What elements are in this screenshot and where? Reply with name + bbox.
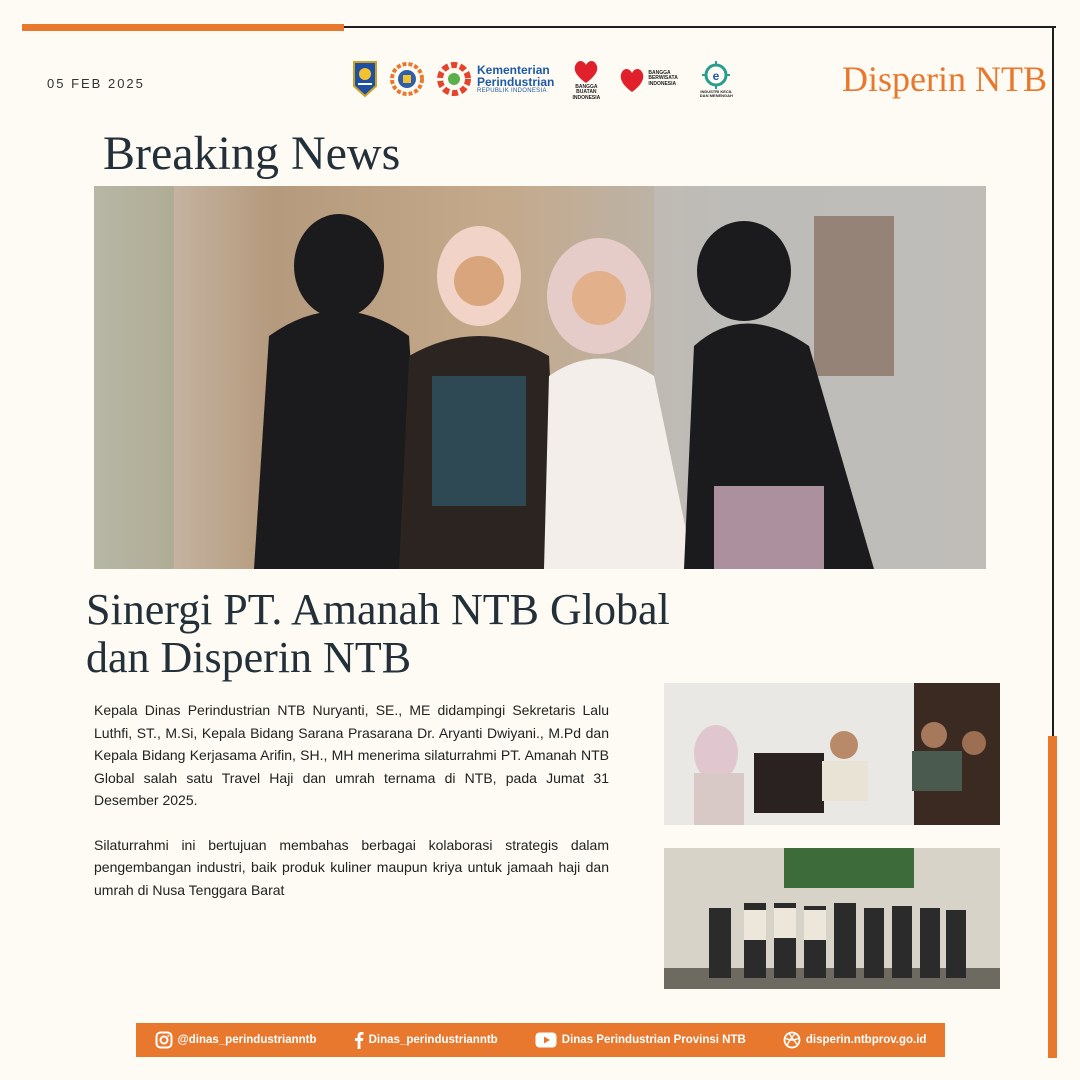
group-office-photo xyxy=(664,848,1000,989)
globe-icon xyxy=(783,1031,801,1049)
bangga-berwisata-indonesia-logo xyxy=(618,64,684,94)
office-group-photo-illustration xyxy=(664,848,1000,989)
body-paragraph-2: Silaturrahmi ini bertujuan membahas berbagai kolaborasi strategis dalam pengembangan industri, baik produk kuliner maupun kriya untuk jamaah haji dan umrah di Nusa Tenggara Barat xyxy=(94,836,609,898)
brand-name: Disperin NTB xyxy=(842,59,1047,99)
footer-instagram[interactable] xyxy=(155,1031,317,1049)
bangga-buatan-label: BANGGA BUATAN INDONESIA xyxy=(572,84,601,101)
instagram-handle: @dinas_perindustrianntb xyxy=(177,1034,317,1046)
meeting-photo-illustration xyxy=(664,683,1000,825)
top-frame-line xyxy=(344,26,1056,28)
footer-facebook[interactable] xyxy=(354,1031,498,1049)
bangga-buatan-indonesia-logo xyxy=(566,57,606,101)
right-frame-line xyxy=(1052,26,1054,736)
ikm-label: INDUSTRI KECIL DAN MENENGAH xyxy=(699,88,733,98)
main-group-photo xyxy=(94,186,986,569)
headline-line1: Sinergi PT. Amanah NTB Global xyxy=(86,585,670,634)
facebook-handle: Dinas_perindustrianntb xyxy=(368,1034,498,1046)
post-date: 05 FEB 2025 xyxy=(47,76,145,91)
kementerian-perindustrian-logo xyxy=(436,61,554,97)
instagram-icon xyxy=(155,1031,173,1049)
ikm-logo xyxy=(696,60,736,98)
article-body xyxy=(94,699,609,923)
right-orange-bar xyxy=(1048,736,1057,1058)
kemenperin-line3: REPUBLIK INDONESIA xyxy=(477,88,547,94)
group-photo-illustration xyxy=(94,186,986,569)
ntb-province-emblem-icon xyxy=(352,60,378,98)
footer-website[interactable] xyxy=(783,1031,927,1049)
heart-icon xyxy=(618,64,646,94)
ikm-circuit-icon xyxy=(701,60,731,90)
footer-youtube[interactable] xyxy=(535,1032,746,1048)
website-url: disperin.ntbprov.go.id xyxy=(805,1034,927,1046)
kemenperin-gear-icon xyxy=(436,61,472,97)
svg-text:e: e xyxy=(713,68,720,83)
youtube-channel: Dinas Perindustrian Provinsi NTB xyxy=(561,1034,746,1046)
headline-line2: dan Disperin NTB xyxy=(86,633,412,682)
youtube-icon xyxy=(535,1032,557,1048)
headline xyxy=(86,586,670,682)
partner-logos xyxy=(352,54,752,104)
kemenperin-line1: Kementerian xyxy=(477,63,550,77)
body-paragraph-1: Kepala Dinas Perindustrian NTB Nuryanti, SE., ME didampingi Sekretaris Lalu Luthfi, ST., M.Si, Kepala Bidang Sarana Prasarana Dr. Aryanti Dwiyani., M.Pd dan Kepala Bidang Kerjasama Arifin, SH., MH menerima silaturrahmi PT. Amanah NTB Global salah satu Travel Haji dan umrah ternama di NTB, pada Jumat 31 Desember 2025. xyxy=(94,702,609,808)
footer-social-bar xyxy=(136,1023,945,1057)
kemenperin-line2: Perindustrian xyxy=(477,75,555,89)
section-label: Breaking News xyxy=(103,127,401,180)
heart-icon xyxy=(571,57,601,85)
facebook-icon xyxy=(354,1031,364,1049)
top-orange-bar xyxy=(22,24,344,31)
disperin-gear-emblem-icon xyxy=(390,62,424,96)
meeting-photo xyxy=(664,683,1000,825)
bangga-berwisata-label: BANGGA BERWISATA INDONESIA xyxy=(648,70,678,87)
